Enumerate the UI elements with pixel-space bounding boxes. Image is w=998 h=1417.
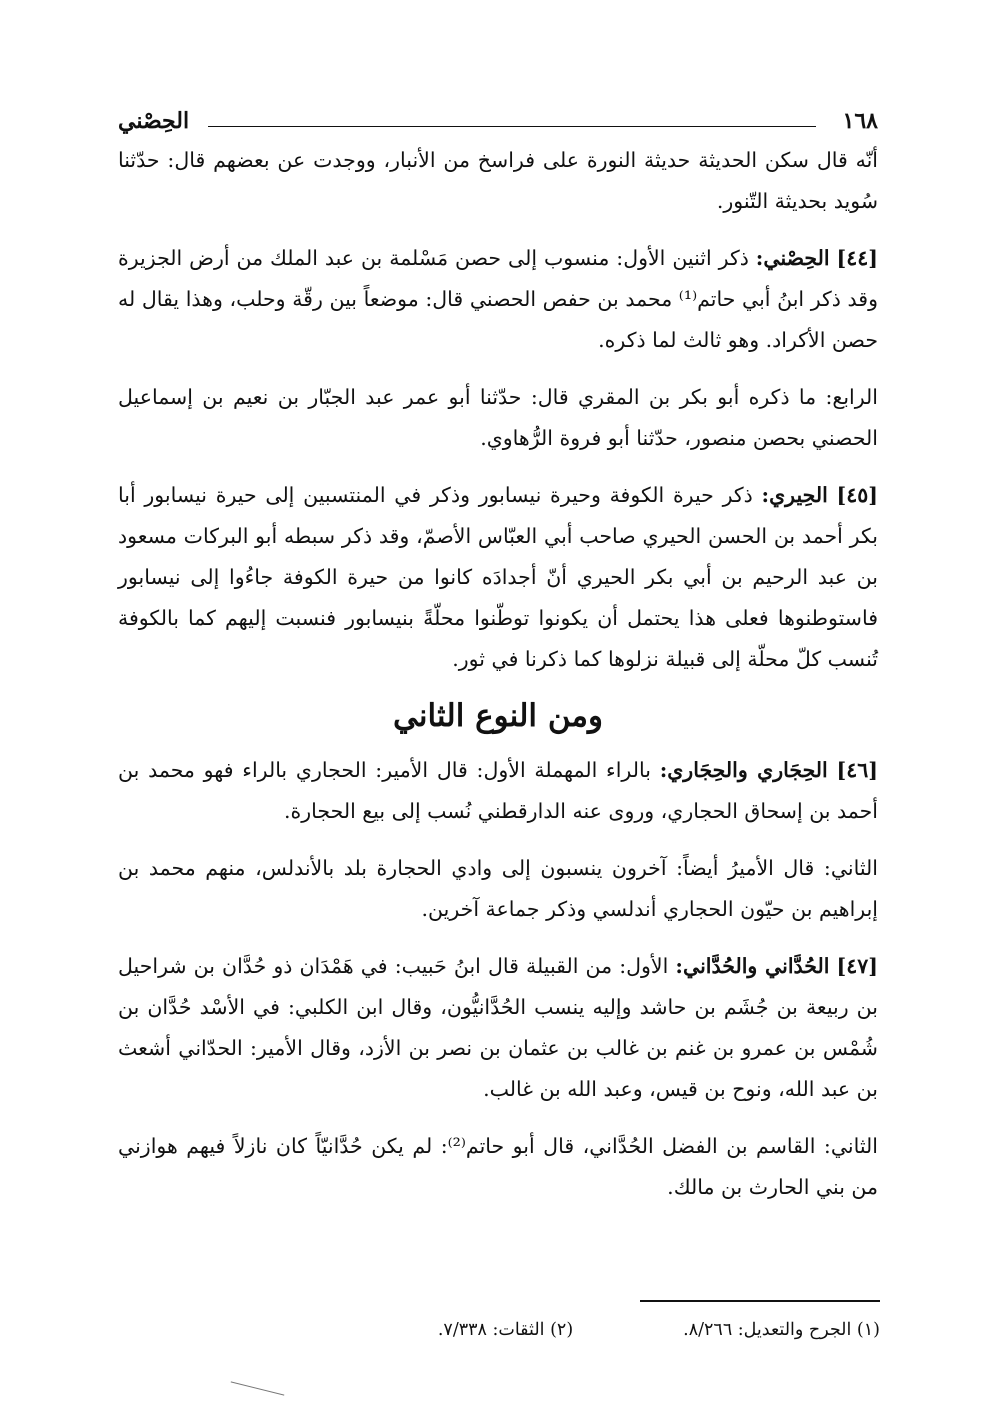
entry-44 [118, 238, 878, 361]
header-rule [208, 126, 816, 127]
entry-text: بالراء المهملة الأول: قال الأمير: الحجاري بالراء فهو محمد بن أحمد بن إسحاق الحجاري، وروى عنه الدارقطني نُسب إلى بيع الحجارة. [118, 758, 878, 823]
scan-artifact [231, 1381, 285, 1395]
entry-number: [٤٧] [836, 954, 878, 978]
running-title: الحِصْني [118, 108, 190, 134]
paragraph-text: الثاني: قال الأميرُ أيضاً: آخرون ينسبون إلى وادي الحجارة بلد بالأندلس، منهم محمد بن إبراهيم بن حيّون الحجاري أندلسي وذكر جماعة آخرين. [118, 856, 878, 921]
entry-title: الحُدَّاني والحُدَّاني: [675, 954, 830, 978]
entry-45 [118, 475, 878, 680]
entry-47 [118, 946, 878, 1110]
entry-title: الحِيري: [761, 483, 828, 507]
entry-text: الأول: من القبيلة قال ابنُ حَبيب: في هَمْدَان ذو حُدَّان بن شراحيل بن ربيعة بن جُشَم بن حاشد وإليه ينسب الحُدَّانيُّون، وقال ابن الكلبي: في الأسْد حُدَّان بن شُمْس بن عمرو بن غنم بن غالب بن عثمان بن نصر بن الأزد، وقال الأمير: الحدّاني أشعث بن عبد الله، ونوح بن قيس، وعبد الله بن غالب. [118, 954, 878, 1101]
paragraph [118, 1126, 878, 1208]
entry-text: ذكر حيرة الكوفة وحيرة نيسابور وذكر في المنتسبين إلى حيرة نيسابور أبا بكر أحمد بن الحسن الحيري صاحب أبي العبّاس الأصمّ، وقد ذكر سبطه أبو البركات مسعود بن عبد الرحيم بن أبي بكر الحيري أنّ أجدادَه كانوا من حيرة الكوفة جاءُوا إلى نيسابور فاستوطنوها فعلى هذا يحتمل أن يكونوا توطّنوا محلّةً بنيسابور فنسبت إليهم كما بالكوفة تُنسب كلّ محلّة إلى قبيلة نزلوها كما ذكرنا في ثور. [118, 483, 878, 671]
footnote-rule [640, 1300, 880, 1302]
footnotes [120, 1300, 880, 1340]
running-header [118, 100, 878, 140]
entry-title: الحِصْني: [755, 246, 830, 270]
entry-number: [٤٤] [836, 246, 878, 270]
footnote-row [120, 1320, 880, 1340]
paragraph-text: الرابع: ما ذكره أبو بكر بن المقري قال: حدّثنا أبو عمر عبد الجبّار بن نعيم بن إسماعيل الحصني بحصن منصور، حدّثنا أبو فروة الرُّهاوي. [118, 385, 878, 450]
paragraph-text: الثاني: القاسم بن الفضل الحُدَّاني، قال أبو حاتم⁽²⁾: لم يكن حُدَّانيّاً كان نازلاً فيهم هوازني من بني الحارث بن مالك. [118, 1134, 878, 1199]
paragraph [118, 377, 878, 459]
entry-number: [٤٥] [836, 483, 878, 507]
entry-text: ذكر اثنين الأول: منسوب إلى حصن مَسْلمة بن عبد الملك من أرض الجزيرة وقد ذكر ابنُ أبي حاتم⁽¹⁾ محمد بن حفص الحصني قال: موضعاً بين رقّة وحلب، وهذا يقال له حصن الأكراد. وهو ثالث لما ذكره. [118, 246, 878, 352]
entry-46 [118, 750, 878, 832]
book-page [118, 100, 878, 1224]
entry-number: [٤٦] [836, 758, 878, 782]
paragraph [118, 848, 878, 930]
page-number: ١٦٨ [842, 108, 878, 134]
section-heading: ومن النوع الثاني [392, 698, 603, 734]
entry-title: الحِجَاري والحِجَاري: [659, 758, 828, 782]
paragraph-text: أنّه قال سكن الحديثة حديثة النورة على فراسخ من الأنبار، ووجدت عن بعضهم قال: حدّثنا سُويد بحديثة التّنور. [118, 148, 878, 213]
paragraph [118, 140, 878, 222]
footnote-2: (٢) الثقات: ٧/٣٣٨. [437, 1320, 574, 1340]
footnote-1: (١) الجرح والتعديل: ٨/٢٦٦. [683, 1320, 880, 1340]
